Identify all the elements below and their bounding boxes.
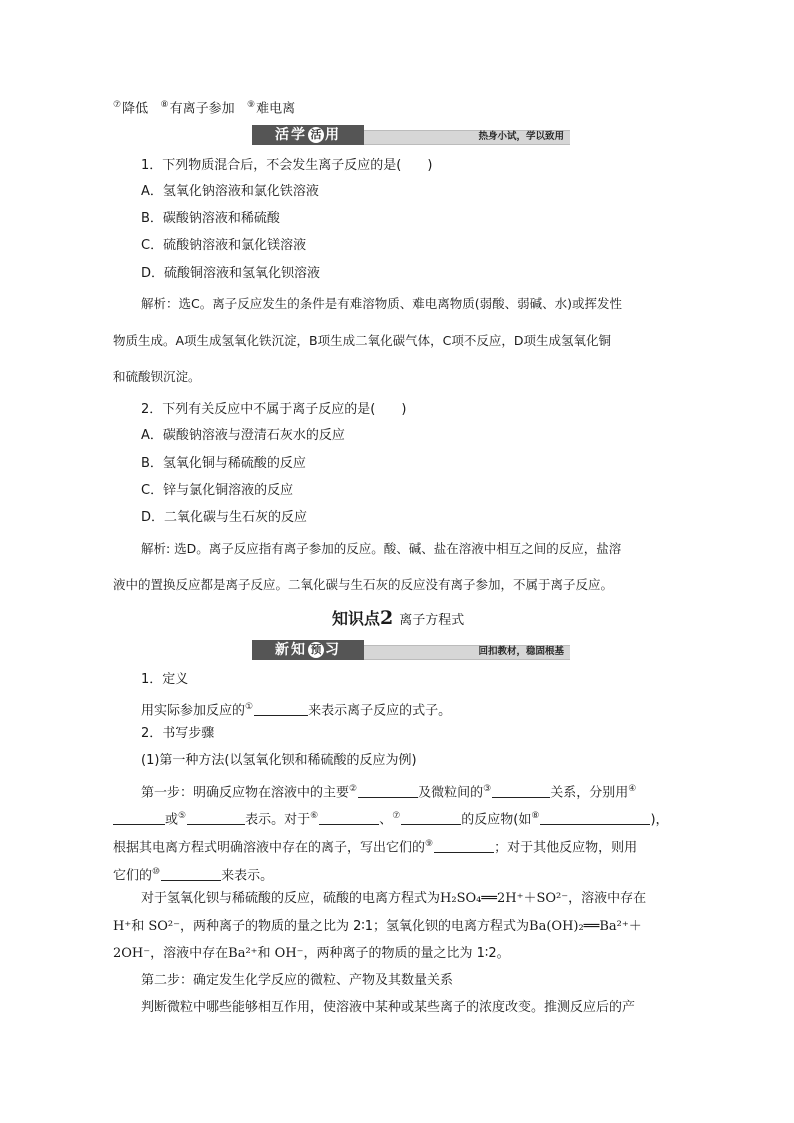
section-banner-preview	[252, 640, 570, 660]
step-1-line: 或⑤ 表示。对于⑥ 、⑦ 的反应物(如⑧ )，	[113, 807, 669, 829]
step-2-text: 判断微粒中哪些能够相互作用，使溶液中某种或某些离子的浓度改变。推测反应后的产	[141, 1000, 636, 1015]
fill-blank[interactable]	[540, 811, 650, 825]
def-heading: 1．定义	[141, 672, 189, 687]
marker: ⑨	[247, 100, 256, 110]
q2-option-a: A．碳酸钠溶液与澄清石灰水的反应	[141, 428, 345, 443]
q2-option-b: B．氢氧化铜与稀硫酸的反应	[141, 456, 306, 471]
question-2-stem: 2．下列有关反应中不属于离子反应的是( )	[141, 402, 407, 417]
q1-option-a: A．氢氧化钠溶液和氯化铁溶液	[141, 184, 319, 199]
fill-blank[interactable]	[113, 811, 165, 825]
knowledge-point-title: 知识点2 离子方程式	[332, 607, 465, 629]
answer-b: 有离子参加	[169, 101, 235, 117]
q1-option-d: D．硫酸铜溶液和氢氧化钡溶液	[141, 266, 321, 281]
answer-c: 难电离	[256, 101, 296, 117]
equation-line: 2OH⁻，溶液中存在Ba²⁺和 OH⁻，两种离子的物质的量之比为 1∶2。	[113, 946, 510, 961]
method-1-heading: (1)第一种方法(以氢氧化钡和稀硫酸的反应为例)	[141, 753, 417, 768]
q1-option-b: B．碳酸钠溶液和稀硫酸	[141, 211, 280, 226]
fill-blank[interactable]	[254, 702, 308, 716]
banner-tag: 活学 活 用	[252, 125, 364, 145]
fill-blank[interactable]	[161, 867, 221, 881]
fill-blank[interactable]	[492, 784, 550, 798]
marker: ⑦	[113, 100, 122, 110]
question-1-stem: 1．下列物质混合后，不会发生离子反应的是( )	[141, 158, 433, 173]
marker: ⑧	[160, 100, 169, 110]
fill-blank[interactable]	[434, 839, 494, 853]
def-text: 用实际参加反应的① 来表示离子反应的式子。	[141, 702, 452, 719]
q2-option-d: D．二氧化碳与生石灰的反应	[141, 510, 308, 525]
q1-analysis-line: 和硫酸钡沉淀。	[113, 369, 201, 384]
fill-blank[interactable]	[401, 811, 461, 825]
q1-analysis-line: 物质生成。A项生成氢氧化铁沉淀，B项生成二氧化碳气体，C项不反应，D项生成氢氧化铜	[113, 333, 611, 348]
section-banner-practice	[252, 125, 570, 145]
fill-blank[interactable]	[358, 784, 418, 798]
answers-line	[113, 96, 295, 118]
step-1-line: 根据其电离方程式明确溶液中存在的离子，写出它们的⑨ ；对于其他反应物，则用	[113, 839, 638, 856]
equation-line: 对于氢氧化钡与稀硫酸的反应，硫酸的电离方程式为H₂SO₄══2H⁺＋SO²⁻，溶液中存在	[141, 891, 647, 906]
banner-tag: 新知 预 习	[252, 640, 364, 660]
fill-blank[interactable]	[187, 811, 245, 825]
step-1-line: 它们的⑩ 来表示。	[113, 867, 274, 884]
q1-option-c: C．硫酸钠溶液和氯化镁溶液	[141, 238, 307, 253]
q1-analysis-line: 解析：选C。离子反应发生的条件是有难溶物质、难电离物质(弱酸、弱碱、水)或挥发性	[141, 296, 622, 311]
q2-analysis-line: 解析: 选D。离子反应指有离子参加的反应。酸、碱、盐在溶液中相互之间的反应，盐溶	[141, 541, 622, 556]
equation-line: H⁺和 SO²⁻，两种离子的物质的量之比为 2∶1；氢氧化钡的电离方程式为Ba(OH)₂══Ba²⁺＋	[113, 919, 642, 934]
step-1-line: 第一步：明确反应物在溶液中的主要② 及微粒间的③ 关系，分别用④	[141, 784, 637, 801]
q2-option-c: C．锌与氯化铜溶液的反应	[141, 483, 294, 498]
steps-heading: 2．书写步骤	[141, 726, 215, 741]
answer-a: 降低	[122, 101, 149, 117]
fill-blank[interactable]	[319, 811, 379, 825]
banner-subtitle: 热身小试，学以致用	[478, 131, 564, 142]
q2-analysis-line: 液中的置换反应都是离子反应。二氧化碳与生石灰的反应没有离子参加，不属于离子反应。	[113, 577, 614, 592]
step-2-heading: 第二步：确定发生化学反应的微粒、产物及其数量关系	[141, 973, 454, 988]
banner-subtitle: 回扣教材，稳固根基	[478, 646, 564, 657]
